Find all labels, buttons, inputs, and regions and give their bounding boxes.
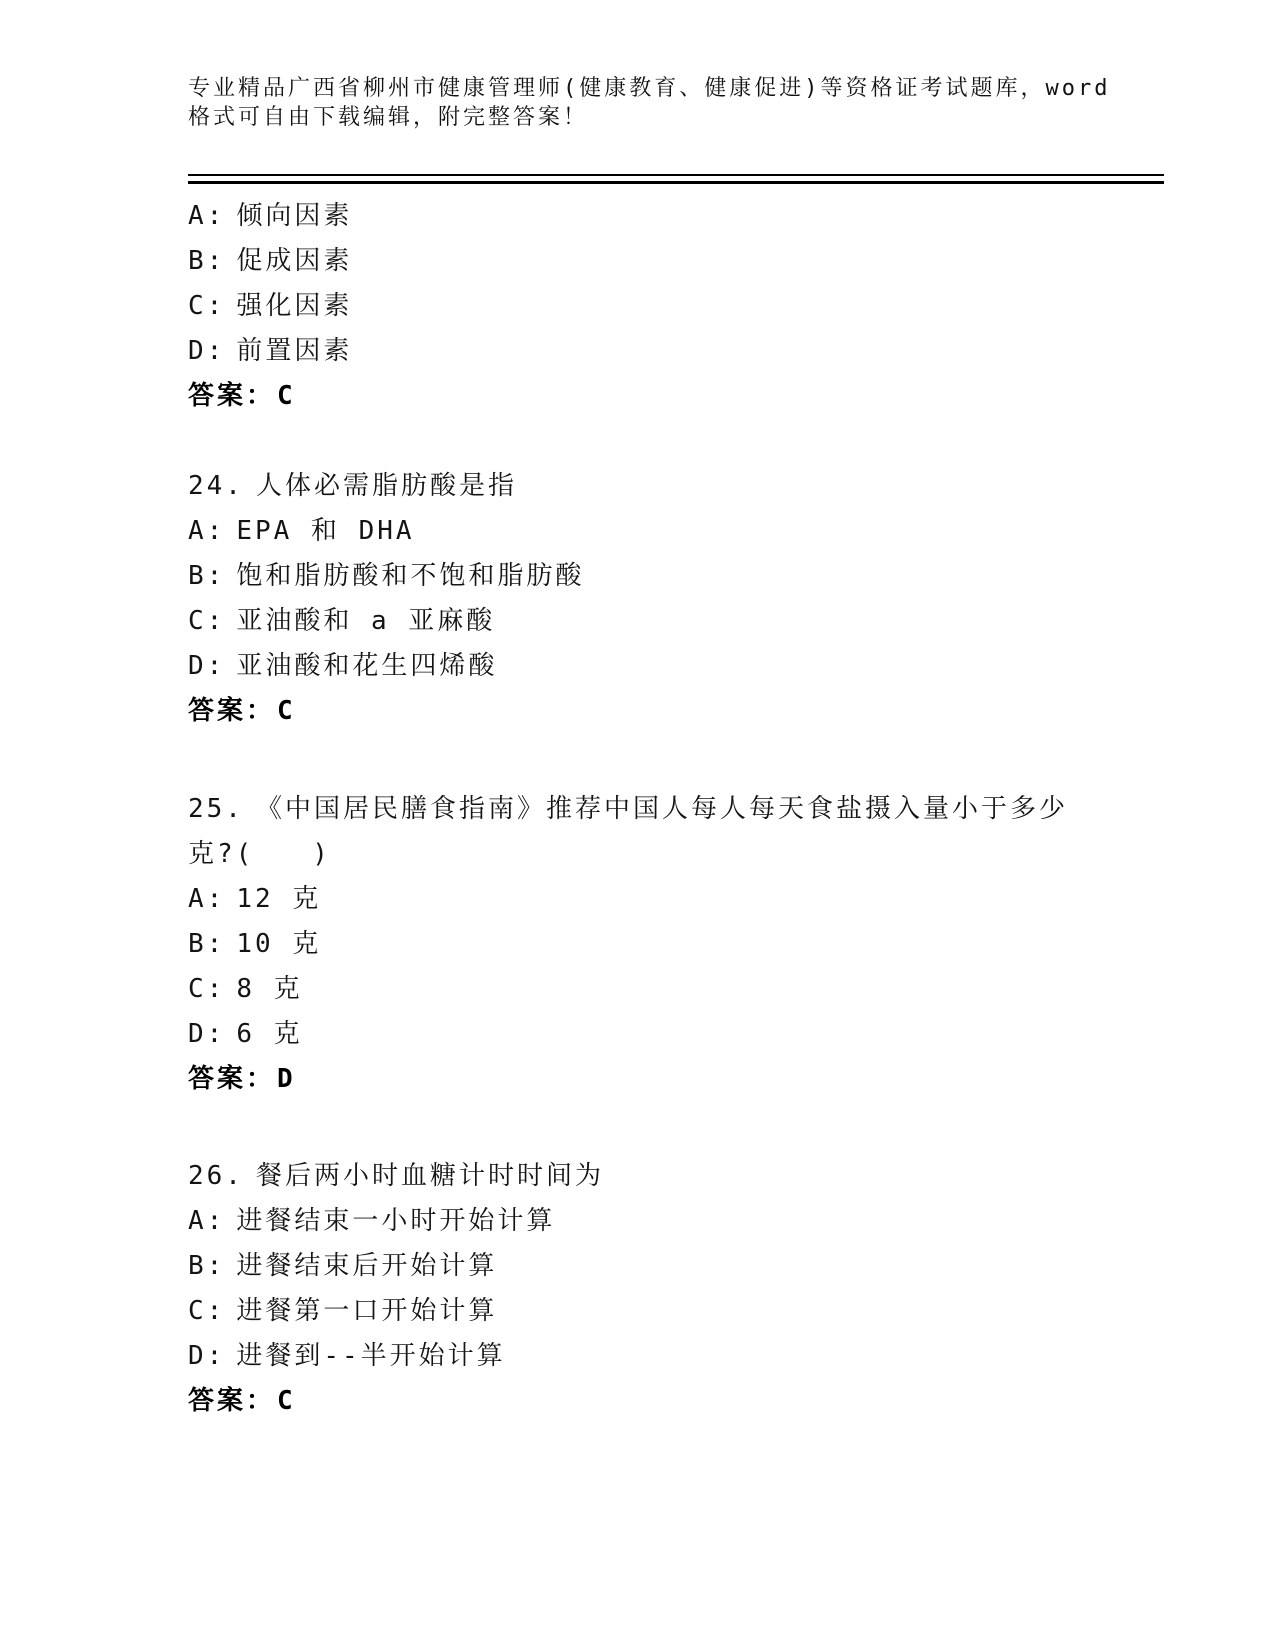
option-text: 12 克	[236, 884, 322, 914]
answer-value: C	[277, 1386, 296, 1416]
answer-value: D	[277, 1064, 296, 1094]
option-row	[188, 554, 584, 599]
answer-row	[188, 689, 584, 734]
option-label: C:	[188, 606, 226, 636]
question-title	[188, 464, 584, 509]
option-label: B:	[188, 246, 226, 276]
question-title-text: 人体必需脂肪酸是指	[255, 471, 517, 501]
option-text: 进餐第一口开始计算	[236, 1296, 498, 1326]
question-title-text: 餐后两小时血糖计时时间为	[255, 1161, 604, 1191]
answer-value: C	[277, 696, 296, 726]
answer-row	[188, 1379, 604, 1424]
option-label: B:	[188, 1251, 226, 1281]
option-label: C:	[188, 1296, 226, 1326]
page-header	[188, 74, 1128, 132]
option-label: B:	[188, 561, 226, 591]
header-text-line1: 专业精品广西省柳州市健康管理师(健康教育、健康促进)等资格证考试题库，word	[188, 76, 1111, 101]
option-label: D:	[188, 651, 226, 681]
option-text: 10 克	[236, 929, 322, 959]
option-label: D:	[188, 336, 226, 366]
option-text: 8 克	[236, 974, 303, 1004]
option-text: 进餐结束后开始计算	[236, 1251, 498, 1281]
question-number: 25.	[188, 794, 244, 824]
question-title	[188, 787, 1068, 832]
option-row	[188, 877, 1068, 922]
question-block-25	[188, 787, 1068, 1102]
option-text: 6 克	[236, 1019, 303, 1049]
option-text: 前置因素	[236, 336, 353, 366]
option-text: 进餐到--半开始计算	[236, 1341, 506, 1371]
question-number: 26.	[188, 1161, 244, 1191]
question-number: 24.	[188, 471, 244, 501]
option-row	[188, 922, 1068, 967]
question-block-24	[188, 464, 584, 734]
answer-value: C	[277, 381, 296, 411]
option-label: C:	[188, 974, 226, 1004]
option-row	[188, 1012, 1068, 1057]
answer-row	[188, 374, 352, 419]
option-label: C:	[188, 291, 226, 321]
option-row	[188, 1289, 604, 1334]
answer-label: 答案：	[188, 1386, 276, 1416]
option-text: 强化因素	[236, 291, 353, 321]
option-row	[188, 509, 584, 554]
option-label: D:	[188, 1019, 226, 1049]
question-block-26	[188, 1154, 604, 1424]
answer-label: 答案：	[188, 381, 276, 411]
header-divider	[188, 174, 1164, 184]
option-label: A:	[188, 516, 226, 546]
question-title-line2: 克?( )	[188, 839, 331, 869]
answer-row	[188, 1057, 1068, 1102]
option-text: 亚油酸和 a 亚麻酸	[236, 606, 496, 636]
option-row	[188, 1334, 604, 1379]
option-row	[188, 284, 352, 329]
option-text: 饱和脂肪酸和不饱和脂肪酸	[236, 561, 585, 591]
option-text: 亚油酸和花生四烯酸	[236, 651, 498, 681]
question-block-23	[188, 194, 352, 419]
option-row	[188, 329, 352, 374]
option-label: A:	[188, 1206, 226, 1236]
option-row	[188, 644, 584, 689]
option-label: A:	[188, 201, 226, 231]
option-row	[188, 1244, 604, 1289]
question-title	[188, 1154, 604, 1199]
option-text: 倾向因素	[236, 201, 353, 231]
answer-label: 答案：	[188, 696, 276, 726]
option-label: D:	[188, 1341, 226, 1371]
option-row	[188, 967, 1068, 1012]
option-label: B:	[188, 929, 226, 959]
option-row	[188, 194, 352, 239]
option-text: EPA 和 DHA	[236, 516, 415, 546]
option-text: 进餐结束一小时开始计算	[236, 1206, 556, 1236]
question-title-text: 《中国居民膳食指南》推荐中国人每人每天食盐摄入量小于多少	[255, 794, 1068, 824]
option-row	[188, 599, 584, 644]
option-row	[188, 239, 352, 284]
option-text: 促成因素	[236, 246, 353, 276]
header-text-line2: 格式可自由下载编辑，附完整答案！	[188, 105, 589, 130]
option-row	[188, 1199, 604, 1244]
option-label: A:	[188, 884, 226, 914]
answer-label: 答案：	[188, 1064, 276, 1094]
